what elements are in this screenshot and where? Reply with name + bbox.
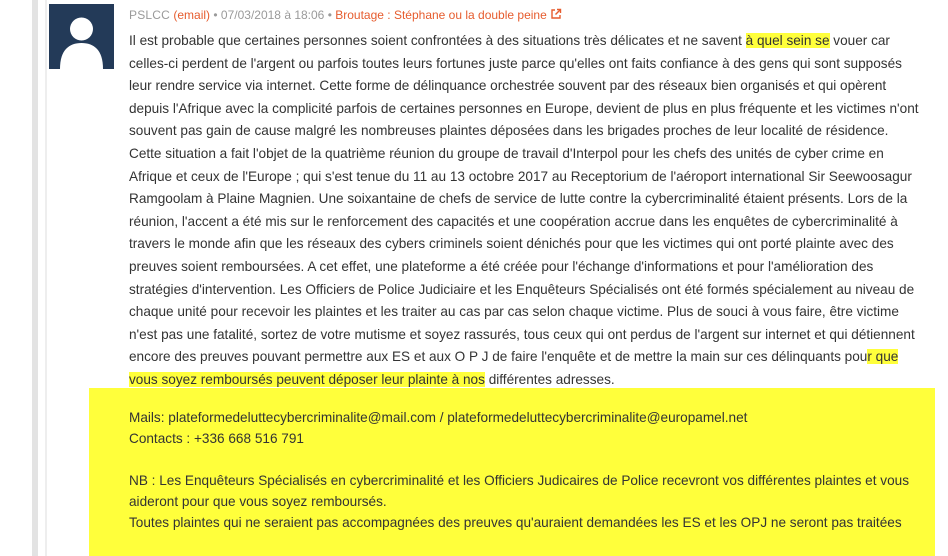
comment-body bbox=[129, 30, 919, 392]
external-link-icon bbox=[550, 8, 562, 24]
comment-header bbox=[129, 7, 562, 24]
body-text-part: vouer car celles-ci perdent de l'argent ou parfois toutes leurs fortunes juste parce qu'elles ont faits confiance à des gens qui sont supposés leur rendre service via internet. Cette forme de délinquance orchestrée souvent par des réseaux bien organisés et qui opèrent depuis l'Afrique avec la complicité parfois de certaines personnes en Europe, devient de plus en plus fréquente et les victimes n'ont souvent pas gain de cause malgré les nombreuses plaintes déposées dans les brigades proches de leur localité de résidence. Cette situation a fait l'objet de la quatrième réunion du groupe de travail d'Interpol pour les chefs des unités de cyber crime en Afrique et ceux de l'Europe ; qui s'est tenue du 11 au 13 octobre 2017 au Receptorium de l'aéroport international Sir Seewoosagur Ramgoolam à Plaine Magnien. Une soixantaine de chefs de service de lutte contre la cybercriminalité étaient présents. Lors de la réunion, l'accent a été mis sur le renforcement des capacités et une coopération accrue dans les enquêtes de cybercriminalité à travers le monde afin que les réseaux des cybers criminels soient dénichés pour que les victimes qui ont porté plainte avec des preuves soient remboursées. A cet effet, une plateforme a été créée pour l'échange d'informations et pour l'amélioration des stratégies d'intervention. Les Officiers de Police Judiciaire et les Enquêteurs Spécialisés ont été formés spécialement au niveau de chaque unité pour recevoir les plaintes et les traiter au cas par cas selon chaque victime. Plus de souci à vous faire, être victime n'est pas une fatalité, sortez de votre mutisme et soyez rassurés, tous ceux qui ont perdus de l'argent sur internet et qui détiennent encore des preuves pouvant permettre aux ES et aux O P J de faire l'enquête et de mettre la main sur ces délinquants pou bbox=[129, 33, 919, 365]
thread-indent-bar bbox=[32, 0, 38, 556]
post-title: Broutage : Stéphane ou la double peine bbox=[335, 8, 547, 22]
body-text-part: différentes adresses. bbox=[484, 371, 615, 387]
contact-mails: Mails: plateformedeluttecybercriminalite@mail.com / plateformedeluttecybercriminalite@europamel.net bbox=[129, 410, 748, 425]
comment-author: PSLCC bbox=[129, 8, 171, 22]
contact-info bbox=[129, 407, 919, 533]
post-title-link[interactable] bbox=[335, 8, 562, 22]
contact-phone: Contacts : +336 668 516 791 bbox=[129, 431, 304, 446]
thread-indent-line bbox=[45, 0, 47, 556]
author-email-link[interactable]: (email) bbox=[173, 8, 211, 22]
highlighted-text: r que vous soyez remboursés peuvent déposer leur plainte à nos bbox=[129, 349, 899, 387]
header-separator: • bbox=[213, 8, 218, 22]
header-separator: • bbox=[327, 8, 332, 22]
avatar bbox=[49, 4, 114, 69]
comment-paragraph bbox=[129, 30, 919, 392]
highlighted-text: à quel sein se bbox=[745, 33, 830, 48]
warning-note: Toutes plaintes qui ne seraient pas accompagnées des preuves qu'auraient demandées les ES et les OPJ ne seront pas traitées bbox=[129, 515, 902, 530]
user-silhouette-icon bbox=[49, 4, 114, 69]
comment-date: 07/03/2018 à 18:06 bbox=[220, 8, 325, 22]
nb-note: NB : Les Enquêteurs Spécialisés en cybercriminalité et les Officiers Judicaires de Police recevront vos différentes plaintes et vous aideront pour que vous soyez remboursés. bbox=[129, 473, 910, 509]
body-text-part: Il est probable que certaines personnes soient confrontées à des situations très délicates et ne savent bbox=[129, 33, 746, 48]
